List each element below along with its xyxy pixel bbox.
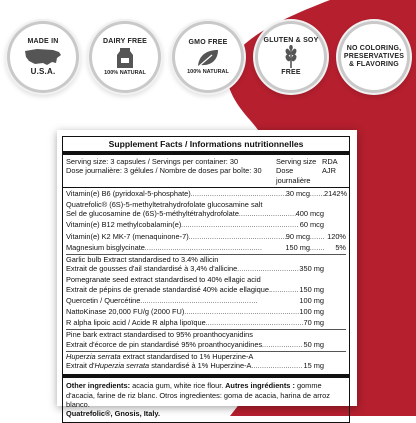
- nutrient-amount: 50 mg: [303, 339, 324, 349]
- nutrient-amount: 150 mg: [299, 284, 324, 294]
- leaf-icon: [195, 47, 221, 69]
- badge-preservatives-label: PRESERVATIVES: [343, 53, 405, 60]
- nutrient-name: Pomegranate seed extract standardised to 40% ellagic acid: [66, 275, 261, 285]
- nutrient-name: [66, 361, 251, 372]
- badge-gmo-free-label: GMO FREE: [188, 38, 228, 46]
- nutrient-name: NattoKinase 20,000 FU/g (2000 FU): [66, 307, 185, 317]
- nutrient-name-rest: standardisé à 1% Huperzine-A: [149, 361, 252, 371]
- dairy-carton-icon: [114, 46, 136, 70]
- badge-gluten-soy-label: GLUTEN & SOY: [263, 37, 319, 44]
- nutrient-name: Quercetin / Quercétine: [66, 295, 141, 305]
- nutrient-name: Vitamin(e) B12 methylcobalamin(e): [66, 220, 182, 230]
- table-row: [66, 351, 346, 361]
- nutrient-rda: 120%: [327, 231, 346, 241]
- table-row: [66, 189, 346, 200]
- table-row: [66, 243, 346, 254]
- table-row: [66, 254, 346, 264]
- nutrient-amount: 150 mg: [285, 242, 310, 252]
- badge-dairy-free-label: DAIRY FREE: [102, 37, 147, 45]
- nutrient-amount: 100 mg: [299, 307, 324, 317]
- nutrient-name: Sel de glucosamine de (6S)-5-méthyltétrahydrofolate: [66, 209, 239, 219]
- table-row: [66, 209, 346, 220]
- gluten-soy-free-badge: [258, 24, 324, 90]
- nutrient-rda: 2142%: [324, 188, 348, 198]
- no-coloring-badge: [341, 24, 407, 90]
- col-rda-fr: AJR: [322, 166, 336, 176]
- table-row: [66, 220, 346, 231]
- nutrient-name: [66, 352, 346, 361]
- other-ingredients: [63, 374, 349, 422]
- nutrient-rows: [63, 188, 349, 374]
- other-text-fr: gomme d'acacia, farine de riz blanc. Otros ingredientes: goma de acacia, harina de arroz blanco.: [66, 381, 330, 410]
- table-row: [66, 232, 346, 243]
- badge-flavoring-label: & FLAVORING: [349, 61, 399, 68]
- nutrient-amount: 15 mg: [303, 361, 324, 371]
- badge-gluten-soy-free-label: FREE: [281, 69, 301, 76]
- nutrient-amount: 90 mcg: [285, 231, 310, 241]
- usa-map-icon: [23, 46, 63, 68]
- table-row: [66, 318, 346, 329]
- nutrient-name-italic: Huperzia serrata: [66, 351, 121, 361]
- nutrient-name: Quatrefolic® (6S)-5-methyltetrahydrofolate glucosamine salt: [66, 200, 263, 210]
- table-row: [66, 329, 346, 339]
- wheat-icon: [280, 45, 302, 69]
- badge-gmo-natural-label: 100% NATURAL: [187, 68, 229, 75]
- table-row: [66, 340, 346, 351]
- badge-no-coloring-label: NO COLORING,: [346, 45, 402, 52]
- table-row: [66, 296, 346, 307]
- supplement-facts-table: [62, 136, 350, 423]
- dairy-free-badge: [92, 24, 158, 90]
- trademark-note: Quatrefolic®, Gnosis, Italy.: [66, 409, 161, 419]
- facts-title: Supplement Facts / Informations nutritionnelles: [63, 137, 349, 155]
- nutrient-name-rest: extract standardised to 1% Huperzine-A: [120, 351, 254, 361]
- table-row: [66, 264, 346, 275]
- nutrient-amount: 30 mcg: [285, 188, 310, 198]
- table-row: [66, 275, 346, 284]
- nutrient-name: Extrait de gousses d'ail standardisé à 3,4% d'allicine: [66, 264, 238, 274]
- nutrient-amount: 400 mcg: [295, 209, 324, 219]
- other-text-en: acacia gum, white rice flour.: [130, 381, 224, 391]
- nutrient-amount: 100 mg: [299, 295, 324, 305]
- nutrient-name: R alpha lipoic acid / Acide R alpha lipoïque: [66, 318, 206, 328]
- nutrient-name: Magnesium bisglycinate: [66, 242, 145, 252]
- nutrient-name: Pine bark extract standardised to 95% proanthocyanidins: [66, 330, 253, 340]
- col-rda-en: RDA: [322, 157, 338, 167]
- table-row: [66, 307, 346, 318]
- serving-size-fr: Dose journalière: 3 gélules / Nombre de doses par boîte: 30: [66, 166, 262, 176]
- col-serving-en: Serving size: [276, 157, 317, 167]
- badge-dairy-natural-label: 100% NATURAL: [104, 69, 146, 76]
- badge-made-in-label: MADE IN: [27, 38, 59, 45]
- gmo-free-badge: [175, 24, 241, 90]
- made-in-usa-badge: [10, 24, 76, 90]
- table-row: [66, 361, 346, 372]
- table-row: [66, 285, 346, 296]
- badge-usa-label: U.S.A.: [30, 67, 56, 76]
- nutrient-name: Extrait d'écorce de pin standardisé 95% proanthocyanidines: [66, 339, 263, 349]
- serving-size-en: Serving size: 3 capsules / Servings per container: 30: [66, 157, 239, 167]
- col-serving-fr: Dose journalière: [276, 166, 311, 185]
- nutrient-name: Garlic bulb Extract standardised to 3.4% allicin: [66, 255, 219, 265]
- nutrient-amount: 350 mg: [299, 264, 324, 274]
- supplement-facts-panel: [57, 130, 357, 419]
- serving-info: [63, 155, 349, 188]
- other-label-en: Other ingredients:: [66, 381, 131, 391]
- table-row: [66, 200, 346, 209]
- nutrient-name: Vitamin(e) K2 MK-7 (menaquinone-7): [66, 231, 189, 241]
- badge-row: [0, 14, 416, 106]
- nutrient-name-italic: Huperzia serrata: [94, 361, 150, 371]
- nutrient-name: Vitamin(e) B6 (pyridoxal-5-phosphate): [66, 188, 191, 198]
- nutrient-name: Extrait de pépins de grenade standardisé 40% acide ellagique.: [66, 284, 272, 294]
- nutrient-amount: 70 mg: [303, 318, 324, 328]
- nutrient-name-prefix: Extrait d': [66, 361, 95, 371]
- other-label-fr: Autres ingrédients :: [223, 381, 295, 391]
- nutrient-amount: 60 mcg: [299, 220, 324, 230]
- nutrient-rda: 5%: [335, 242, 346, 252]
